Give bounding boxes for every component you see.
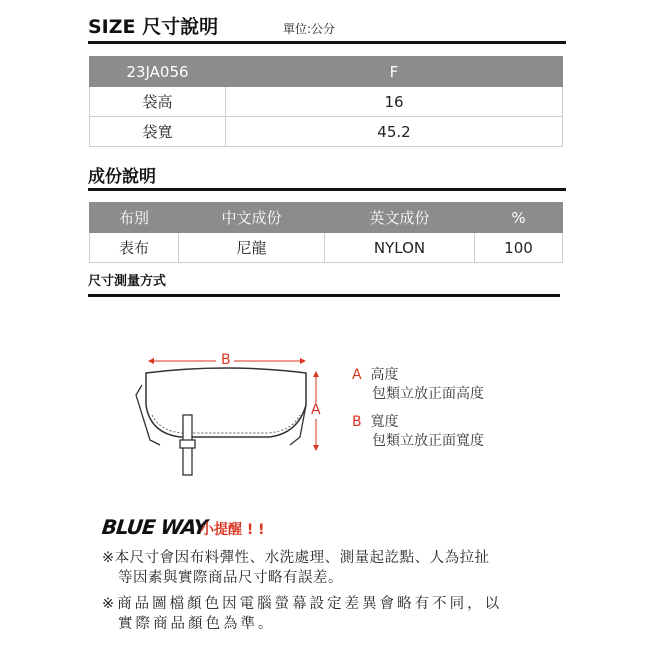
size-row-label: 袋高 (90, 87, 226, 117)
size-header-code: 23JA056 (90, 57, 226, 87)
legend-desc-a: 包類立放正面高度 (372, 386, 484, 402)
brand-logo: BLUE WAY (100, 515, 209, 539)
unit-label: 單位:公分 (283, 22, 336, 36)
size-row-label: 袋寬 (90, 117, 226, 147)
size-header-size: F (226, 57, 563, 87)
table-row (90, 87, 563, 117)
material-header-pct: % (475, 203, 563, 233)
material-section-rule (88, 188, 566, 191)
material-part: 表布 (90, 233, 179, 263)
measure-section-title: 尺寸測量方式 (88, 274, 167, 289)
legend-letter-b: B (352, 414, 362, 430)
legend-letter-a: A (352, 367, 362, 383)
table-row (90, 233, 563, 263)
note-1-line-2: 等因素與實際商品尺寸略有誤差。 (118, 570, 343, 586)
reminder-label: 小提醒 ! ! (200, 522, 265, 538)
material-section-title: 成份說明 (88, 167, 156, 187)
size-row-value: 45.2 (226, 117, 563, 147)
legend-desc-b: 包類立放正面寬度 (372, 433, 484, 449)
material-header-en: 英文成份 (325, 203, 475, 233)
measure-section-rule (88, 294, 560, 297)
legend-item-b (352, 413, 484, 451)
diagram-label-a: A (311, 402, 321, 418)
size-section-title: SIZE 尺寸說明 (88, 16, 219, 38)
legend-item-a (352, 366, 484, 404)
note-2-line-2: 實際商品顏色為準。 (118, 616, 276, 632)
note-1-line-1: ※本尺寸會因布料彈性、水洗處理、測量起訖點、人為拉扯 (102, 550, 490, 566)
note-2-line-1: ※商品圖檔顏色因電腦螢幕設定差異會略有不同，以 (102, 596, 503, 612)
legend-name-b: 寬度 (370, 414, 399, 430)
material-table (89, 202, 563, 263)
material-en: NYLON (325, 233, 475, 263)
size-section-rule (88, 41, 566, 44)
material-table-header (90, 203, 563, 233)
material-cn: 尼龍 (179, 233, 325, 263)
legend-name-a: 高度 (370, 367, 399, 383)
size-row-value: 16 (226, 87, 563, 117)
size-table (89, 56, 563, 147)
size-table-header (90, 57, 563, 87)
material-header-cn: 中文成份 (179, 203, 325, 233)
material-header-part: 布別 (90, 203, 179, 233)
diagram-label-b: B (221, 352, 231, 368)
material-pct: 100 (475, 233, 563, 263)
table-row (90, 117, 563, 147)
